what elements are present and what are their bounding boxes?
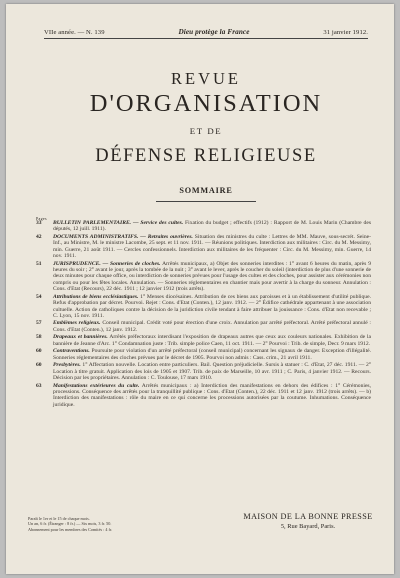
toc-entry-text: Arrêtés municipaux : a) Interdiction des manifestations en dehors des édifices : 1° Cérémonies, processions. Conséquence des arrêtés pour la tranquillité publique : Cons. d'Etat (Conten.), 22 déc. 1911 et 12 janv. 1912 (trois arrêts). — b) Interdiction des manifestations : rôle du maire en ce qui concerne les processions autorisées par la coutume. Inhumations. Conséquence juridique. (53, 382, 372, 408)
issue-number: VIIe année. — N. 139 (44, 29, 105, 36)
issue-date: 31 janvier 1912. (323, 29, 368, 36)
toc-entry-text: Poursuite pour violation d'un arrêté préfectoral (conseil municipal) concernant les signaux de danger. Exception d'illégalité. Sonneries réglementaires des cloches prévues par le décret de 1905. Pourvoi non admis : Cass. crim., 21 avril 1911. (53, 348, 372, 361)
toc-entry (36, 261, 371, 293)
toc-entry-title: DOCUMENTS ADMINISTRATIFS. — Retraites ouvrières. (53, 233, 193, 240)
toc-entry-title: Drapeaux et bannières. (53, 334, 108, 341)
subscription-note: Abonnement pour les membres des Comités : 4 fr. (28, 526, 113, 532)
header-rule (44, 38, 368, 39)
toc-entry-text: 1° Menses diocésaines. Attribution de ces biens aux paroisses et à un établissement d'utilité publique. Refus d'approbation par décret. Pourvoi. Rejet : Cons. d'Etat (Conten.), 12 janv. 1912. — 2° Édifice cathédrale appartenant à une association cultuelle. Action de catholiques contre la décision de la juridiction civile tendant à faire attribuer la jouissance : Cons. d'Etat non recevable ; C. Lyon, 15 nov. 1911. (53, 293, 371, 319)
title-et-de: ET DE (189, 126, 223, 136)
journal-page (6, 4, 394, 574)
toc-entry-title: Contraventions. (53, 348, 90, 355)
publisher-name: MAISON DE LA BONNE PRESSE (243, 512, 373, 521)
pages-label: Pages (36, 216, 47, 221)
toc-entry-title: BULLETIN PARLEMENTAIRE. — Service des cultes. (53, 220, 184, 226)
motto: Dieu protège la France (178, 28, 250, 36)
issue-header (44, 28, 368, 36)
title-revue: REVUE (171, 69, 241, 88)
subscription-note: Paraît le 1er et le 15 de chaque mois. (28, 516, 90, 521)
title-organisation: D'ORGANISATION (89, 90, 323, 117)
title-defense-religieuse: DÉFENSE RELIGIEUSE (95, 146, 317, 166)
subscription-note: Un an, 6 fr. (Étranger : 8 fr.) — Six mois, 3 fr. 50. (28, 521, 112, 527)
toc-page-number: 60 (36, 362, 42, 369)
toc-entry (36, 334, 371, 347)
table-of-contents (36, 220, 371, 409)
toc-page-number: 57 (36, 320, 42, 327)
toc-page-number: 58 (36, 334, 42, 341)
toc-page-number: 51 (36, 260, 42, 267)
toc-entry-title: Presbytères. (53, 362, 81, 369)
toc-page-number: 63 (36, 382, 42, 389)
toc-page-number: 42 (36, 233, 42, 240)
toc-entry-text: Conseil municipal. Crédit voté pour érection d'une croix. Annulation par arrêté préfectoral. Arrêté préfectoral annulé : Cons. d'Etat (Conten.), 12 janv. 1912. (53, 320, 371, 333)
toc-entry (36, 220, 371, 233)
toc-page-number: 33 (36, 220, 42, 226)
toc-entry-text: Situation des ministres du culte : Lettres de MM. Mauve, sous-secrét. Seine-Inf., au Ministre, M. le ministre Lacombe, 25 sept. et 11 nov. 1911. — Réunions politiques. Interdiction aux militaires : Circ. du M. Messimy, min. Guerre, 21 août 1911. — Cercles confessionnels. Interdiction aux militaires de les fréquenter : Circ. du M. Messimy, min. Guerre, 14 nov. 1911. (53, 233, 371, 260)
toc-entry-text: Arrêtés municipaux, a) Objet des sonneries interdites : 1° avant 6 heures du matin, après 9 heures du soir ; 2° avant le jour, après la tombée de la nuit ; 3° avant le lever, après le coucher du soleil (interdiction de plus d'une sonnerie de deux minutes pour chaque office, ou interdiction de sonneries prévues pour l'usage des cultes et des cloches, pour assister aux cérémonies non compris ou pour les fêtes locales. Annulation. — Sonneries réglementaires en chantier mais pour avertir à la charge du sonneur. Annulation : Cons. d'Etat (Recours), 22 déc. 1911 ; 12 janvier 1912 (trois arrêts). (53, 260, 371, 293)
toc-entry-text: 1° Affectation nouvelle. Location entre particuliers. Bail. Question préjudicielle. Sursis à statuer : C. d'Etat, 27 déc. 1911. — 2° Location à titre gratuit. Application des lois de 1905 et 1907. Trib. de paix de Marseille, 10 avr. 1911 ; C. Paris, 4 janvier 1912. — Recours. Décision par les propriétaires. Annulation : C. Toulouse, 17 mars 1910. (53, 362, 371, 381)
toc-entry-text: Arrêtés préfectoraux interdisant l'exposition de drapeaux autres que ceux aux couleurs nationales. Exhibition de la bannière de Jeanne d'Arc. 1° Condamnation juste : Trib. simple police Caen, 11 oct. 1911. — 2° Pourvoi : Trib. de simple, Decr. 9 mars 1912. (53, 334, 372, 347)
toc-entry (36, 294, 371, 320)
publisher-address: 5, Rue Bayard, Paris. (280, 523, 336, 530)
toc-page-number: 60 (36, 348, 42, 355)
sommaire-rule (156, 201, 256, 202)
toc-entry-title: JURISPRUDENCE. — Sonneries de cloches. (53, 260, 161, 267)
toc-entry (36, 362, 371, 381)
publisher-block (238, 512, 378, 530)
sommaire-heading: SOMMAIRE (179, 186, 233, 195)
toc-entry (36, 383, 371, 409)
subscription-notes (28, 516, 148, 532)
toc-page-number: 54 (36, 293, 42, 300)
toc-entry-title: Emblèmes religieux. (53, 320, 101, 327)
toc-entry-title: Manifestations extérieures du culte. (53, 382, 140, 389)
toc-entry-title: Attributions de biens ecclésiastiques. (53, 293, 139, 300)
toc-entry (36, 320, 371, 333)
toc-entry-text: Fixation du budget ; effectifs (1912) : Rapport de M. Louis Marin (Chambre des députés, 12 juill. 1911). (53, 220, 371, 233)
toc-entry (36, 348, 371, 361)
toc-entry (36, 234, 371, 260)
